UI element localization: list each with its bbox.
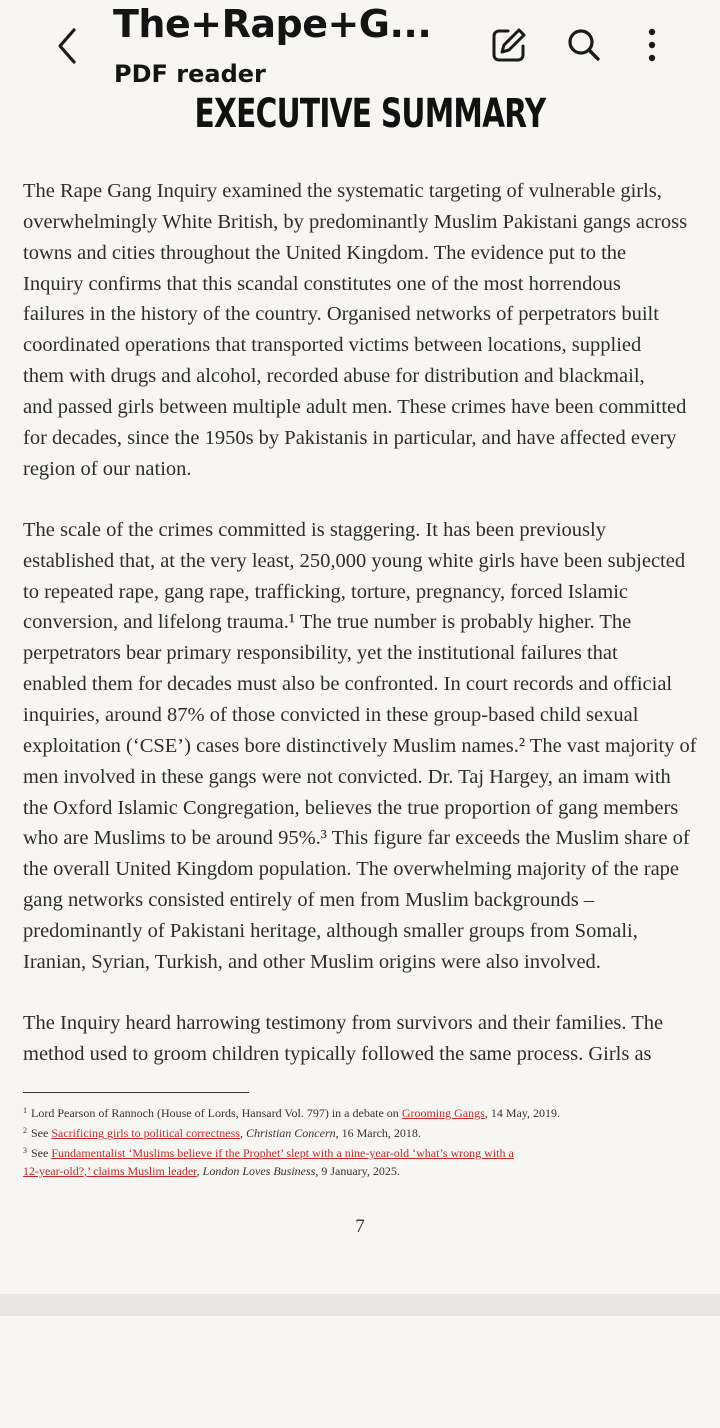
next-pdf-page[interactable] — [0, 1316, 720, 1428]
footnotes — [23, 1102, 713, 1180]
chevron-left-icon — [55, 26, 81, 66]
footnote-link[interactable]: 12-year-old?,’ claims Muslim leader — [23, 1164, 197, 1178]
text-line: inquiries, around 87% of those convicted in these group-based child sexual — [23, 704, 639, 726]
text-line: Inquiry confirms that this scandal constitutes one of the most horrendous — [23, 272, 621, 295]
page-separator — [0, 1294, 720, 1316]
footnote-text: , 14 May, 2019. — [484, 1106, 561, 1120]
paragraph-1 — [23, 176, 720, 484]
text-line: Iranian, Syrian, Turkish, and other Muslim origins were also involved. — [23, 950, 601, 973]
text-line: enabled them for decades must also be confronted. In court records and official — [23, 673, 673, 696]
footnote-separator: , — [196, 1164, 203, 1178]
search-button[interactable] — [562, 22, 606, 68]
footnote-1 — [23, 1102, 713, 1122]
page-number: 7 — [355, 1216, 365, 1237]
text-line: established that, at the very least, 250,000 young white girls have been subjected — [23, 549, 686, 572]
text-line: the Oxford Islamic Congregation, believes the true proportion of gang members — [23, 796, 679, 819]
text-line: region of our nation. — [23, 457, 192, 480]
top-app-bar — [0, 0, 720, 96]
text-line: for decades, since the 1950s by Pakistanis in particular, and have affected every — [23, 426, 677, 449]
footnote-mark: 2 — [23, 1126, 27, 1135]
text-line: conversion, and lifelong trauma.¹ The true number is probably higher. The — [23, 611, 632, 634]
text-line: The scale of the crimes committed is staggering. It has been previously — [23, 518, 606, 541]
footnote-link[interactable]: Sacrificing girls to political correctness — [51, 1126, 240, 1140]
footnote-source: Christian Concern — [245, 1126, 336, 1140]
paragraph-2 — [23, 515, 720, 978]
edit-icon — [490, 26, 528, 64]
app-subtitle: PDF reader — [114, 60, 266, 88]
footnote-3-cont — [23, 1162, 713, 1180]
text-line: exploitation (‘CSE’) cases bore distinctively Muslim names.² The vast majority of — [23, 734, 697, 757]
text-line: and passed girls between multiple adult men. These crimes have been committed — [23, 395, 687, 418]
more-vertical-icon — [646, 27, 658, 63]
text-line: coordinated operations that transported victims between locations, supplied — [23, 334, 642, 357]
document-title: The+Rape+G... — [113, 2, 432, 46]
more-options-button[interactable] — [630, 22, 674, 68]
footnote-text: See — [31, 1126, 52, 1140]
footnote-mark: 1 — [23, 1106, 27, 1115]
document-body — [23, 176, 720, 1100]
footnote-link[interactable]: Fundamentalist ‘Muslims believe if the Prophet’ slept with a nine-year-old ‘what’s wrong with a — [51, 1146, 514, 1160]
footnote-text: Lord Pearson of Rannoch (House of Lords, Hansard Vol. 797) in a debate on — [31, 1106, 402, 1120]
footnote-link[interactable]: Grooming Gangs — [401, 1106, 485, 1120]
footnote-divider — [23, 1092, 249, 1093]
text-line: them with drugs and alcohol, recorded abuse for distribution and blackmail, — [23, 365, 645, 388]
section-heading-text: EXECUTIVE SUMMARY — [194, 91, 546, 137]
footnote-2 — [23, 1122, 713, 1142]
text-line: The Rape Gang Inquiry examined the systematic targeting of vulnerable girls, — [23, 180, 662, 202]
text-line: to repeated rape, gang rape, trafficking, torture, pregnancy, forced Islamic — [23, 580, 629, 603]
footnote-separator: , — [239, 1126, 246, 1140]
text-line: overwhelmingly White British, by predominantly Muslim Pakistani gangs across — [23, 210, 688, 233]
footnote-text: , 9 January, 2025. — [315, 1164, 400, 1178]
text-line: the overall United Kingdom population. The overwhelming majority of the rape — [23, 858, 680, 881]
text-line: method used to groom children typically followed the same process. Girls as — [23, 1042, 652, 1065]
text-line: men involved in these gangs were not convicted. Dr. Taj Hargey, an imam with — [23, 765, 671, 788]
text-line: who are Muslims to be around 95%.³ This figure far exceeds the Muslim share of — [23, 827, 690, 850]
text-line: towns and cities throughout the United Kingdom. The evidence put to the — [23, 241, 627, 264]
footnote-source: London Loves Business — [202, 1164, 316, 1178]
text-line: gang networks consisted entirely of men from Muslim backgrounds – — [23, 889, 595, 912]
footnote-3 — [23, 1142, 713, 1162]
text-line: The Inquiry heard harrowing testimony from survivors and their families. The — [23, 1012, 664, 1035]
text-line: predominantly of Pakistani heritage, although smaller groups from Somali, — [23, 919, 638, 942]
footnote-text: , 16 March, 2018. — [335, 1126, 421, 1140]
text-line: failures in the history of the country. Organised networks of perpetrators built — [23, 303, 659, 326]
back-button[interactable] — [48, 24, 88, 68]
footnote-mark: 3 — [23, 1146, 27, 1155]
footnote-text: See — [31, 1146, 52, 1160]
search-icon — [565, 26, 603, 64]
edit-button[interactable] — [487, 22, 531, 68]
text-line: perpetrators bear primary responsibility, yet the institutional failures that — [23, 642, 618, 665]
paragraph-3 — [23, 1008, 720, 1070]
